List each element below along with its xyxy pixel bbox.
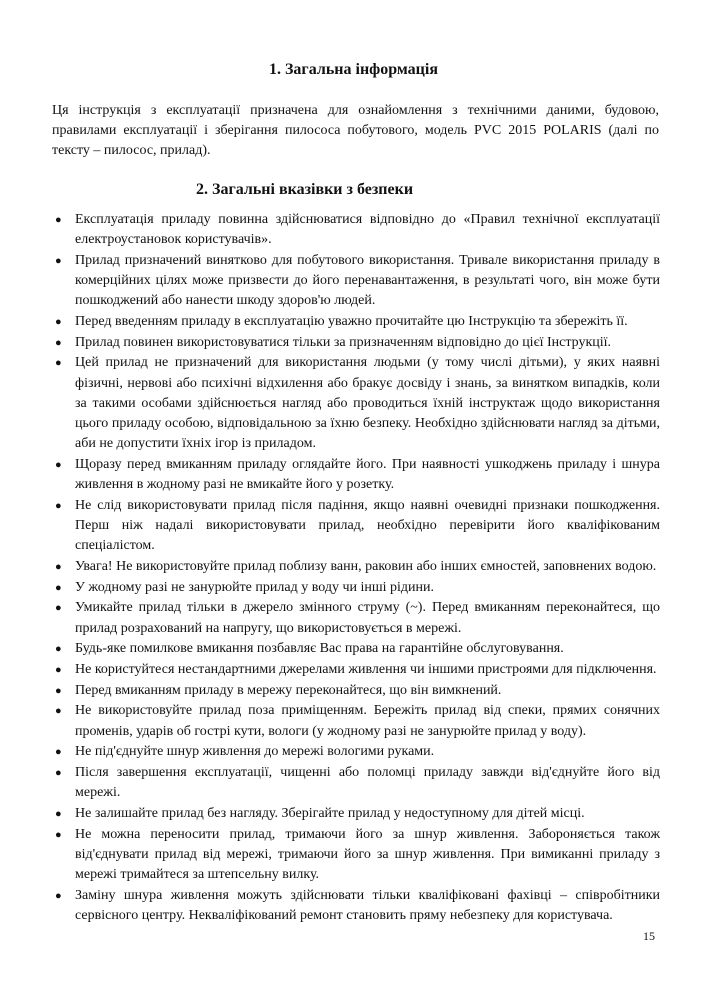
bullet-icon: ● bbox=[55, 746, 62, 759]
list-item-text: Не слід використовувати прилад після падіння, якщо наявні очевидні признаки пошкодження. Перш ніж надалі використовувати прилад, необхідно перевірити його кваліфікованим спеціалістом. bbox=[75, 497, 660, 554]
list-item-text: Перед введенням приладу в експлуатацію уважно прочитайте цю Інструкцію та збережіть її. bbox=[75, 314, 628, 330]
section-1-title: 1. Загальна інформація bbox=[268, 61, 438, 78]
list-item bbox=[52, 742, 660, 762]
bullet-icon: ● bbox=[55, 316, 62, 329]
bullet-icon: ● bbox=[55, 889, 62, 902]
list-item bbox=[52, 333, 660, 353]
bullet-icon: ● bbox=[55, 705, 62, 718]
list-item-text: Прилад повинен використовуватися тільки за призначенням відповідно до цієї Інструкції. bbox=[75, 334, 612, 350]
list-item bbox=[52, 455, 660, 495]
list-item bbox=[52, 681, 660, 701]
bullet-icon: ● bbox=[55, 357, 62, 370]
bullet-icon: ● bbox=[55, 602, 62, 615]
bullet-icon: ● bbox=[55, 499, 62, 512]
list-item-text: Перед вмиканням приладу в мережу переконайтеся, що він вимкнений. bbox=[75, 682, 502, 698]
list-item bbox=[52, 353, 660, 454]
bullet-icon: ● bbox=[55, 458, 62, 471]
bullet-icon: ● bbox=[55, 684, 62, 697]
list-item-text: Не залишайте прилад без нагляду. Зберігайте прилад у недоступному для дітей місці. bbox=[75, 805, 585, 821]
page-number: 15 bbox=[643, 929, 655, 943]
list-item bbox=[52, 578, 660, 598]
list-item bbox=[52, 210, 660, 250]
list-item-text: Експлуатація приладу повинна здійснюватися відповідно до «Правил технічної експлуатації електроустановок користувачів». bbox=[75, 212, 660, 248]
list-item bbox=[52, 804, 660, 824]
bullet-icon: ● bbox=[55, 581, 62, 594]
list-item-text: Будь-яке помилкове вмикання позбавляє Вас права на гарантійне обслуговування. bbox=[75, 641, 564, 657]
list-item-text: Прилад призначений винятково для побутового використання. Тривале використання приладу в комерційних цілях може призвести до його перенавантаження, в результаті чого, він може бути пошкоджений або нанести шкоду здоров'ю людей. bbox=[75, 252, 660, 309]
list-item-text: Не використовуйте прилад поза приміщенням. Бережіть прилад від спеки, прямих сонячних променів, ударів об гострі кути, вологи (у жодному разі не занурюйте прилад у воду). bbox=[75, 703, 660, 739]
bullet-icon: ● bbox=[55, 560, 62, 573]
list-item bbox=[52, 825, 660, 886]
bullet-icon: ● bbox=[55, 254, 62, 267]
list-item-text: Щоразу перед вмиканням приладу оглядайте його. При наявності ушкоджень приладу і шнура живлення в жодному разі не вмикайте його у розетку. bbox=[75, 456, 660, 493]
list-item bbox=[52, 557, 660, 577]
bullet-icon: ● bbox=[55, 663, 62, 676]
section-2-title: 2. Загальні вказівки з безпеки bbox=[196, 181, 414, 198]
section-1-text: Ця інструкція з експлуатації призначена для ознайомлення з технічними даними, будовою, правилами експлуатації і зберігання пилососа побутового, модель PVC 2015 POLARIS (далі по тексту – пилосос, прилад). bbox=[52, 103, 659, 159]
list-item-text: Заміну шнура живлення можуть здійснювати тільки кваліфіковані фахівці – співробітники сервісного центру. Некваліфікований ремонт становить пряму небезпеку для користувача. bbox=[75, 887, 660, 923]
list-item bbox=[52, 496, 660, 557]
list-item-text: Після завершення експлуатації, чищенні або поломці приладу завжди від'єднуйте його від мережі. bbox=[75, 764, 660, 801]
list-item bbox=[52, 639, 660, 659]
bullet-icon: ● bbox=[55, 766, 62, 779]
list-item-text: Не можна переносити прилад, тримаючи його за шнур живлення. Забороняється також від'єднувати прилад від мережі, тримаючи його за шнур живлення. При вимиканні приладу з мережі тримайтеся за штепсельну вилку. bbox=[75, 826, 660, 882]
list-item bbox=[52, 312, 660, 332]
list-item-text: Цей прилад не призначений для використання людьми (у тому числі дітьми), у яких наявні фізичні, нервові або психічні відхилення або бракує досвіду і знань, за винятком випадків, коли за такими особами здійснюється нагляд або проводиться їхній інструктаж щодо використання цього приладу особою, відповідальною за їхню безпеку. Необхідно здійснювати нагляд за дітьми, аби не допустити їхніх ігор із приладом. bbox=[75, 355, 660, 452]
list-item bbox=[52, 660, 660, 680]
list-item bbox=[52, 886, 660, 926]
bullet-icon: ● bbox=[55, 214, 62, 226]
list-item-text: Не під'єднуйте шнур живлення до мережі вологими руками. bbox=[75, 744, 435, 760]
bullet-icon: ● bbox=[55, 807, 62, 820]
list-item-text: Умикайте прилад тільки в джерело змінного струму (~). Перед вмиканням переконайтеся, що прилад розрахований на напругу, що використовується в мережі. bbox=[75, 600, 660, 636]
list-item bbox=[52, 763, 660, 803]
bullet-icon: ● bbox=[55, 336, 62, 349]
list-item-text: Увага! Не використовуйте прилад поблизу ванн, раковин або інших ємностей, заповнених водою. bbox=[75, 558, 657, 574]
list-item bbox=[52, 251, 660, 312]
list-item-text: У жодному разі не занурюйте прилад у воду чи інші рідини. bbox=[75, 579, 435, 595]
bullet-icon: ● bbox=[55, 828, 62, 841]
safety-rules-list bbox=[52, 210, 660, 927]
list-item bbox=[52, 598, 660, 638]
bullet-icon: ● bbox=[55, 643, 62, 656]
list-item bbox=[52, 701, 660, 741]
list-item-text: Не користуйтеся нестандартними джерелами живлення чи іншими пристроями для підключення. bbox=[75, 661, 657, 677]
